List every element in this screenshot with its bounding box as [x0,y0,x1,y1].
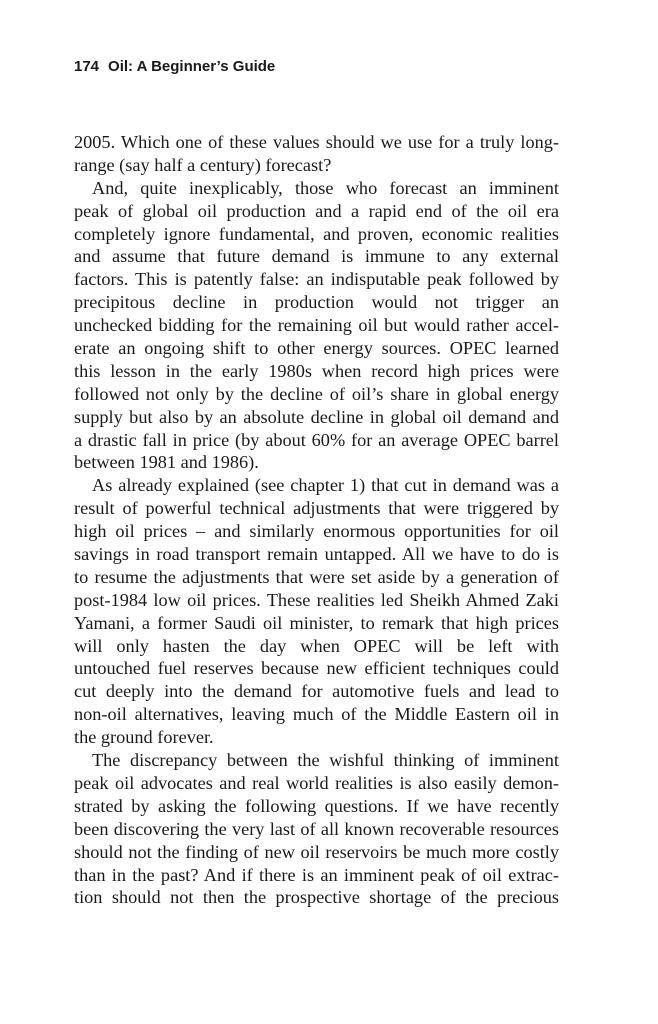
text-line: between 1981 and 1986). [74,452,259,473]
text-line: unchecked bidding for the remaining oil but would rather accel- [74,315,559,336]
text-line: erate an ongoing shift to other energy sources. OPEC learned [74,338,559,359]
paragraph [74,131,559,177]
text-line: savings in road transport remain untapped. All we have to do is [74,544,559,565]
text-line: cut deeply into the demand for automotive fuels and lead to [74,681,559,702]
text-line: precipitous decline in production would not trigger an [74,292,559,313]
text-line: result of powerful technical adjustments that were triggered by [74,498,559,519]
text-line: untouched fuel reserves because new efficient techniques could [74,658,559,679]
text-line: And, quite inexplicably, those who forecast an imminent [92,177,559,198]
text-line: this lesson in the early 1980s when record high prices were [74,360,559,381]
text-line: should not the finding of new oil reservoirs be much more costly [74,841,559,862]
text-line: 2005. Which one of these values should we use for a truly long- [74,132,559,152]
text-line: Yamani, a former Saudi oil minister, to remark that high prices [74,612,559,633]
running-head [74,58,275,75]
text-line: been discovering the very last of all known recoverable resources [74,818,559,839]
paragraph [74,749,559,909]
text-line: to resume the adjustments that were set aside by a generation of [74,566,559,587]
text-line: supply but also by an absolute decline in global oil demand and [74,406,559,427]
text-line: a drastic fall in price (by about 60% for an average OPEC barrel [74,429,559,450]
page-number: 174 [74,58,100,75]
paragraph [74,474,559,749]
text-line: As already explained (see chapter 1) that cut in demand was a [92,475,559,496]
text-line: strated by asking the following questions. If we have recently [74,795,559,816]
paragraph [74,177,559,475]
body-text [74,131,559,909]
text-line: high oil prices – and similarly enormous opportunities for oil [74,521,559,542]
text-line: factors. This is patently false: an indisputable peak followed by [74,269,559,290]
text-line: peak of global oil production and a rapid end of the oil era [74,200,559,221]
text-line: The discrepancy between the wishful thinking of imminent [92,750,559,771]
text-line: than in the past? And if there is an imminent peak of oil extrac- [74,864,559,885]
text-line: will only hasten the day when OPEC will be left with [74,635,559,656]
text-line: peak oil advocates and real world realities is also easily demon- [74,772,559,793]
text-line: non-oil alternatives, leaving much of the Middle Eastern oil in [74,704,559,725]
text-line: the ground forever. [74,727,214,748]
text-line: post-1984 low oil prices. These realities led Sheikh Ahmed Zaki [74,589,559,610]
text-line: tion should not then the prospective shortage of the precious [74,887,559,908]
book-title: Oil: A Beginner’s Guide [108,58,276,75]
text-line: and assume that future demand is immune to any external [74,246,559,267]
text-line: completely ignore fundamental, and proven, economic realities [74,223,559,244]
text-line: followed not only by the decline of oil’s share in global energy [74,383,559,404]
text-line: range (say half a century) forecast? [74,154,332,175]
